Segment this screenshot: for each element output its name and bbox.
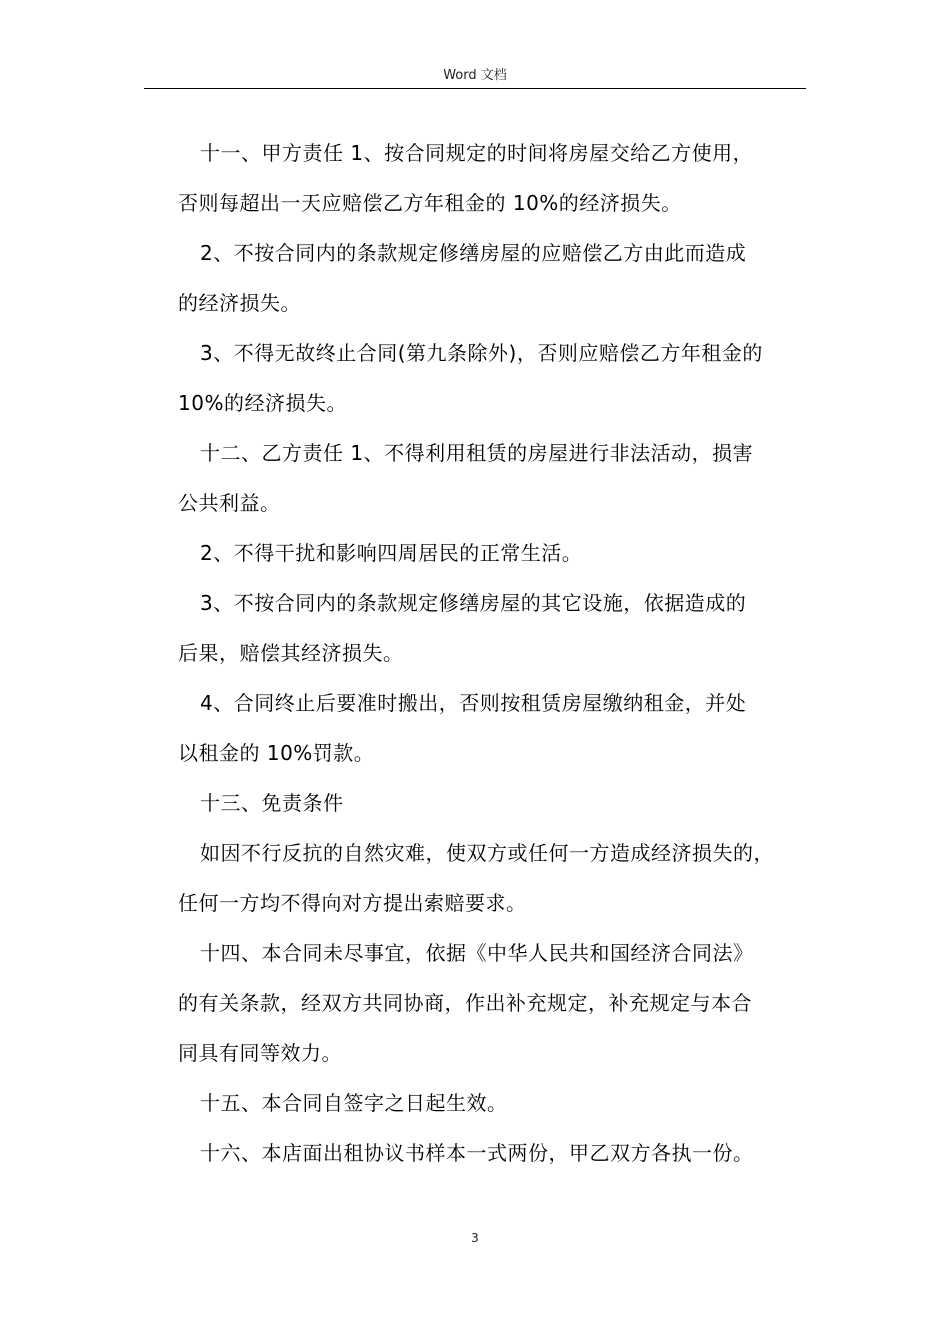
page-number: 3: [471, 1231, 479, 1245]
text-line: 4、合同终止后要准时搬出，否则按租赁房屋缴纳租金，并处: [200, 691, 747, 715]
text-line: 十一、甲方责任 1、按合同规定的时间将房屋交给乙方使用，: [200, 141, 754, 165]
text-line: 十三、免责条件: [200, 791, 344, 815]
text-line: 10%的经济损失。: [178, 391, 347, 415]
text-line: 以租金的 10%罚款。: [178, 741, 375, 765]
text-line: 3、不得无故终止合同(第九条除外)，否则应赔偿乙方年租金的: [200, 341, 763, 365]
text-line: 后果，赔偿其经济损失。: [178, 641, 404, 665]
text-line: 的经济损失。: [178, 291, 301, 315]
text-line: 十五、本合同自签字之日起生效。: [200, 1091, 508, 1115]
text-line: 的有关条款，经双方共同协商，作出补充规定，补充规定与本合: [178, 991, 752, 1015]
text-line: 2、不得干扰和影响四周居民的正常生活。: [200, 541, 583, 565]
text-line: 十六、本店面出租协议书样本一式两份，甲乙双方各执一份。: [200, 1141, 754, 1165]
text-line: 同具有同等效力。: [178, 1041, 342, 1065]
text-line: 十四、本合同未尽事宜，依据《中华人民共和国经济合同法》: [200, 941, 754, 965]
text-line: 任何一方均不得向对方提出索赔要求。: [178, 891, 527, 915]
text-line: 十二、乙方责任 1、不得利用租赁的房屋进行非法活动，损害: [200, 441, 754, 465]
header-divider: [144, 88, 806, 89]
text-line: 3、不按合同内的条款规定修缮房屋的其它设施，依据造成的: [200, 591, 747, 615]
text-line: 否则每超出一天应赔偿乙方年租金的 10%的经济损失。: [178, 191, 682, 215]
document-body: [178, 128, 818, 1178]
text-line: 公共利益。: [178, 491, 281, 515]
text-line: 2、不按合同内的条款规定修缮房屋的应赔偿乙方由此而造成: [200, 241, 747, 265]
document-header: Word 文档: [443, 68, 507, 83]
text-line: 如因不行反抗的自然灾难，使双方或任何一方造成经济损失的，: [200, 841, 774, 865]
